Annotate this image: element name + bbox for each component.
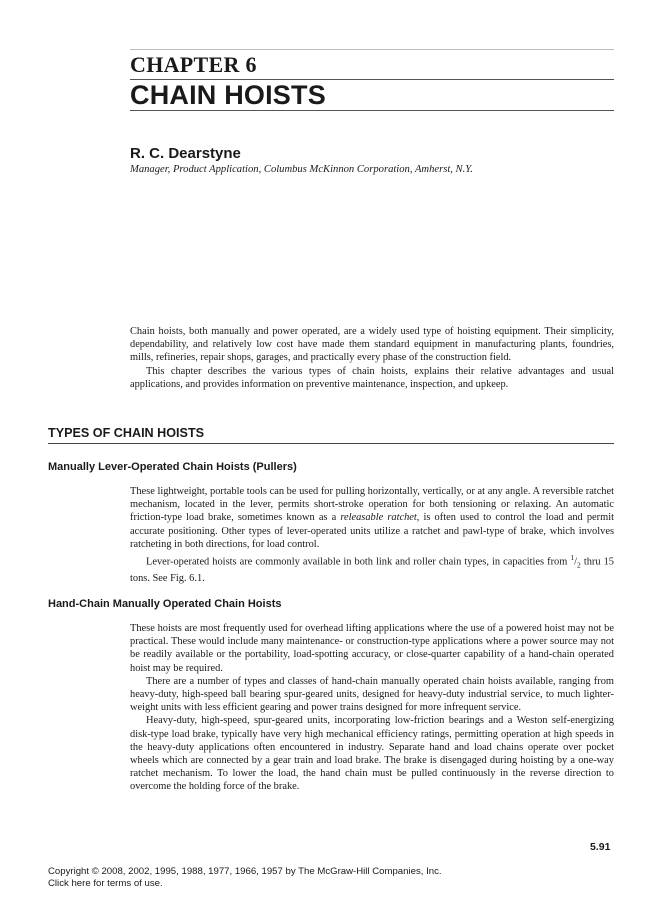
intro-paragraph: This chapter describes the various types of chain hoists, explains their relative advantages and usual applications, and provides information on preventive maintenance, inspection, and upkeep. (130, 365, 614, 390)
terms-of-use-link[interactable]: Click here for terms of use. (48, 877, 163, 889)
footer (48, 866, 442, 889)
releasable-ratchet-term: releasable ratchet, (340, 512, 420, 524)
chapter-title: CHAIN HOISTS (130, 80, 326, 110)
section-rule (48, 443, 614, 444)
hand-chain-hoists-text (130, 622, 614, 794)
section-heading: TYPES OF CHAIN HOISTS (48, 426, 205, 440)
page-number: 5.91 (590, 841, 611, 853)
intro-paragraph: Chain hoists, both manually and power operated, are a widely used type of hoisting equipment. Their simplicity, dependability, and relatively low cost have made them standard equipment in manufacturing plants, foundries, mills, refineries, repair shops, garages, and practically every phase of the construction field. (130, 326, 614, 364)
hand-chain-paragraph: These hoists are most frequently used for overhead lifting applications where the use of a powered hoist may not be practical. These would include many maintenance- or construction-type applications where a power source may not be readily available or the portability, load-spotting accuracy, or close-quarter capability of a hand-chain operated hoist may be required. (130, 623, 614, 674)
lever-hoists-heading: Manually Lever-Operated Chain Hoists (Pullers) (48, 461, 297, 473)
lever-hoists-paragraph: These lightweight, portable tools can be used for pulling horizontally, vertically, or at any angle. A reversible ratchet mechanism, located in the lever, permits short-stroke operation for both tensioning or relaxing. An automatic friction-type load brake, sometimes known as a releasable ratchet, is often used to control the load and permit accurate positioning. Other types of lever-operated units utilize a ratchet and pawl-type of brake, which involves ratcheting in both directions, for load control. (130, 486, 614, 550)
lever-hoists-text (130, 485, 614, 585)
top-rule (130, 49, 614, 50)
lever-hoists-paragraph: Lever-operated hoists are commonly available in both link and roller chain types, in capacities from $^1/_2$ thru 15 tons. See Fig. 6.1. (130, 553, 614, 584)
chapter-number: CHAPTER 6 (130, 52, 257, 77)
author-name: R. C. Dearstyne (130, 145, 241, 162)
intro-text (130, 325, 614, 391)
author-affiliation: Manager, Product Application, Columbus McKinnon Corporation, Amherst, N.Y. (130, 164, 473, 175)
hand-chain-hoists-heading: Hand-Chain Manually Operated Chain Hoists (48, 598, 282, 610)
hand-chain-paragraph: There are a number of types and classes of hand-chain manually operated chain hoists available, ranging from heavy-duty, high-speed ball bearing spur-geared units, designed for heavy-duty industrial service, to much lighter-weight units with less efficient gearing and power trains designed for more infrequent service. (130, 675, 614, 714)
title-bottom-rule (130, 110, 614, 111)
hand-chain-paragraph: Heavy-duty, high-speed, spur-geared units, incorporating low-friction bearings and a Weston self-energizing disk-type load brake, typically have very high mechanical efficiency ratings, permitting operation at high speeds in the heavy-duty applications often encountered in industry. Separate hand and load chains operate over pocket wheels which are connected by a gear train and load brake. The brake is disengaged during hoisting by a one-way ratchet mechanism. To lower the load, the hand chain must be pulled continuously in the reverse direction to overcome the holding force of the brake. (130, 715, 614, 793)
copyright-notice: Copyright © 2008, 2002, 1995, 1988, 1977, 1966, 1957 by The McGraw-Hill Companies, Inc. (48, 866, 442, 877)
